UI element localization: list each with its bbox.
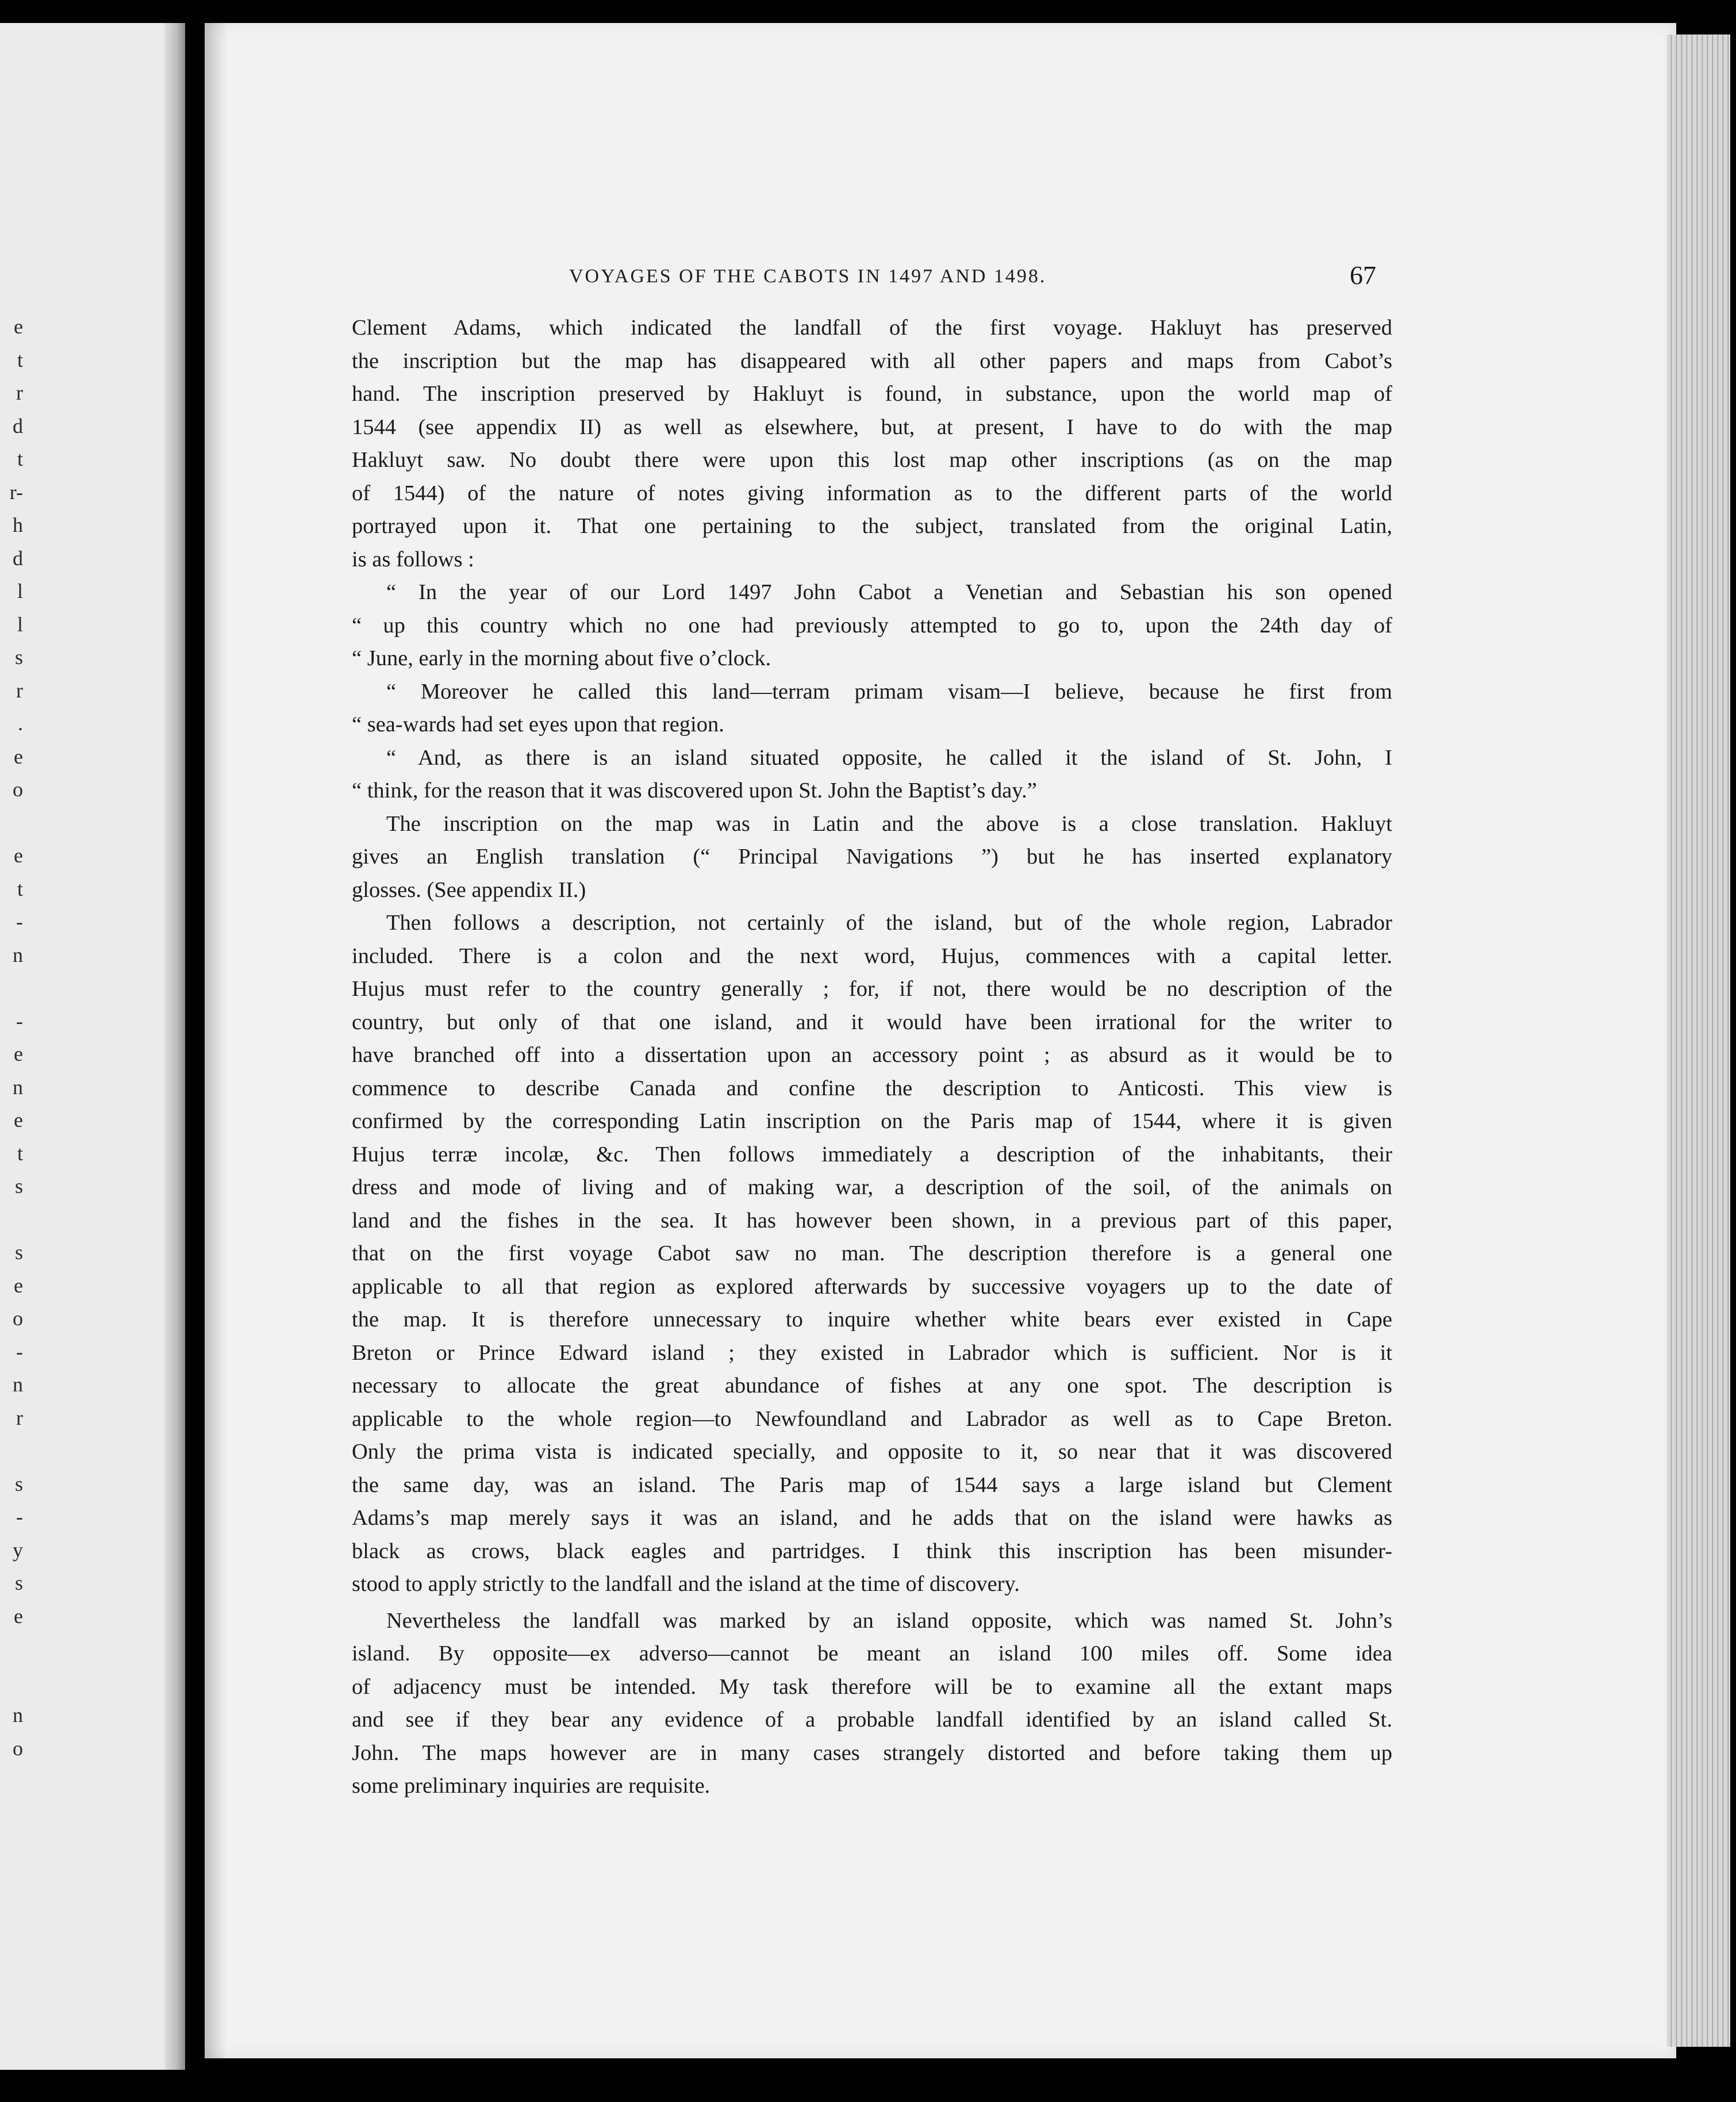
text-line: necessary to allocate the great abundance of fishes at any one spot. The description is bbox=[352, 1374, 1392, 1398]
left-page-fragment: - bbox=[16, 910, 23, 933]
text-line: Hujus must refer to the country generally ; for, if not, there would be no description of the bbox=[352, 977, 1392, 1001]
quote-line: “ think, for the reason that it was discovered upon St. John the Baptist’s day.” bbox=[352, 778, 1037, 803]
left-page-fragment: e bbox=[14, 745, 23, 768]
left-page-fragment: t bbox=[17, 348, 23, 371]
left-page-fragment: - bbox=[16, 1505, 23, 1528]
text-line: the inscription but the map has disappeared with all other papers and maps from Cabot’s bbox=[352, 348, 1392, 373]
text-line: and see if they bear any evidence of a probable landfall identified by an island called St. bbox=[352, 1708, 1392, 1732]
left-page-fragment: r bbox=[16, 1406, 23, 1429]
left-page-fragment: - bbox=[16, 1009, 23, 1033]
text-line: Hujus terræ incolæ, &c. Then follows immediately a description of the inhabitants, their bbox=[352, 1142, 1392, 1167]
left-page-fragment bbox=[0, 1633, 23, 1666]
left-page-fragment: s bbox=[14, 1571, 23, 1594]
gutter-shadow bbox=[205, 23, 228, 2058]
text-line: dress and mode of living and of making war, a description of the soil, of the animals on bbox=[352, 1175, 1392, 1199]
left-facing-page bbox=[0, 23, 178, 2070]
left-page-fragment bbox=[0, 1434, 23, 1468]
text-line: country, but only of that one island, and it would have been irrational for the writer to bbox=[352, 1010, 1392, 1034]
text-line: the same day, was an island. The Paris map of 1544 says a large island but Clement bbox=[352, 1472, 1392, 1497]
text-line: Only the prima vista is indicated specially, and opposite to it, so near that it was discovered bbox=[352, 1440, 1392, 1464]
body-text bbox=[352, 312, 1392, 1803]
left-page-fragment: o bbox=[13, 1307, 23, 1330]
text-line: Nevertheless the landfall was marked by an island opposite, which was named St. John’s bbox=[386, 1608, 1392, 1633]
quote-line: “ sea-wards had set eyes upon that region. bbox=[352, 712, 724, 737]
quote-line: “ up this country which no one had previously attempted to go to, upon the 24th day of bbox=[352, 613, 1392, 638]
running-head: VOYAGES OF THE CABOTS IN 1497 AND 1498. bbox=[569, 266, 1047, 287]
left-page-fragment: e bbox=[14, 1108, 23, 1131]
text-line: Breton or Prince Edward island ; they existed in Labrador which is sufficient. Nor is it bbox=[352, 1340, 1392, 1365]
text-line: gives an English translation (“ Principal Navigations ”) but he has inserted explanatory bbox=[352, 845, 1392, 869]
left-page-fragment: d bbox=[13, 414, 23, 438]
left-page-fragment: t bbox=[17, 1141, 23, 1165]
left-page-fragment: l bbox=[17, 580, 23, 603]
left-page-fragment: - bbox=[16, 1340, 23, 1363]
text-line: is as follows : bbox=[352, 547, 474, 571]
left-page-fragment: s bbox=[14, 1175, 23, 1198]
text-line: Then follows a description, not certainly of the island, but of the whole region, Labrador bbox=[386, 911, 1392, 935]
left-page-fragment: y bbox=[13, 1538, 23, 1562]
text-line: The inscription on the map was in Latin and the above is a close translation. Hakluyt bbox=[386, 811, 1392, 836]
text-line: of adjacency must be intended. My task therefore will be to examine all the extant maps bbox=[352, 1674, 1392, 1699]
left-page-fragment: h bbox=[13, 513, 23, 536]
left-page-fragment: r bbox=[16, 381, 23, 404]
left-page-fragment: o bbox=[13, 778, 23, 801]
text-line: applicable to all that region as explored afterwards by successive voyagers up to the date of bbox=[352, 1274, 1392, 1299]
text-line: have branched off into a dissertation upon an accessory point ; as absurd as it would be to bbox=[352, 1043, 1392, 1067]
left-page-fragment: s bbox=[14, 1472, 23, 1495]
left-page-fragment: s bbox=[14, 646, 23, 669]
left-page-fragment: e bbox=[14, 1274, 23, 1297]
text-line: portrayed upon it. That one pertaining to the subject, translated from the original Latin, bbox=[352, 514, 1392, 538]
text-line: applicable to the whole region—to Newfoundland and Labrador as well as to Cape Breton. bbox=[352, 1406, 1392, 1431]
left-page-cut-text bbox=[0, 310, 23, 1765]
left-page-fragment: s bbox=[14, 1241, 23, 1264]
left-page-fragment: t bbox=[17, 447, 23, 470]
text-line: Clement Adams, which indicated the landfall of the first voyage. Hakluyt has preserved bbox=[352, 316, 1392, 340]
quote-line: “ In the year of our Lord 1497 John Cabot a Venetian and Sebastian his son opened bbox=[386, 580, 1392, 604]
left-page-fragment: n bbox=[13, 1704, 23, 1727]
page-number: 67 bbox=[1350, 260, 1376, 290]
left-page-fragment: n bbox=[13, 1373, 23, 1396]
text-line: the map. It is therefore unnecessary to inquire whether white bears ever existed in Cape bbox=[352, 1307, 1392, 1332]
quote-line: “ Moreover he called this land—terram primam visam—I believe, because he first from bbox=[386, 679, 1392, 704]
left-page-fragment: e bbox=[14, 844, 23, 867]
left-page-fragment: n bbox=[13, 1075, 23, 1099]
quote-line: “ June, early in the morning about five o’clock. bbox=[352, 646, 771, 670]
book-gutter bbox=[164, 23, 185, 2070]
left-page-fragment bbox=[0, 972, 23, 1005]
page-edges bbox=[1667, 34, 1730, 2047]
text-line: stood to apply strictly to the landfall and the island at the time of discovery. bbox=[352, 1572, 1020, 1596]
text-line: of 1544) of the nature of notes giving information as to the different parts of the world bbox=[352, 481, 1392, 505]
text-line: John. The maps however are in many cases strangely distorted and before taking them up bbox=[352, 1740, 1392, 1765]
quote-line: “ And, as there is an island situated opposite, he called it the island of St. John, I bbox=[386, 745, 1392, 770]
text-line: some preliminary inquiries are requisite. bbox=[352, 1774, 710, 1798]
text-line: glosses. (See appendix II.) bbox=[352, 877, 586, 902]
left-page-fragment: e bbox=[14, 315, 23, 338]
text-line: confirmed by the corresponding Latin inscription on the Paris map of 1544, where it is given bbox=[352, 1109, 1392, 1133]
text-line: 1544 (see appendix II) as well as elsewhere, but, at present, I have to do with the map bbox=[352, 415, 1392, 439]
left-page-fragment: d bbox=[13, 546, 23, 570]
text-line: land and the fishes in the sea. It has however been shown, in a previous part of this paper, bbox=[352, 1208, 1392, 1233]
text-line: Adams’s map merely says it was an island, and he adds that on the island were hawks as bbox=[352, 1506, 1392, 1530]
left-page-fragment: r- bbox=[9, 480, 23, 504]
left-page-fragment: e bbox=[14, 1604, 23, 1628]
text-line: that on the first voyage Cabot saw no man. The description therefore is a general one bbox=[352, 1241, 1392, 1265]
text-line: included. There is a colon and the next word, Hujus, commences with a capital letter. bbox=[352, 943, 1392, 968]
left-page-fragment: r bbox=[16, 678, 23, 702]
text-line: island. By opposite—ex adverso—cannot be meant an island 100 miles off. Some idea bbox=[352, 1641, 1392, 1666]
left-page-fragment: . bbox=[18, 712, 23, 735]
left-page-fragment: e bbox=[14, 1042, 23, 1065]
left-page-fragment: t bbox=[17, 877, 23, 900]
left-page-fragment bbox=[0, 807, 23, 840]
text-line: Hakluyt saw. No doubt there were upon this lost map other inscriptions (as on the map bbox=[352, 448, 1392, 472]
left-page-fragment: n bbox=[13, 943, 23, 966]
left-page-fragment: l bbox=[17, 612, 23, 636]
left-page-fragment bbox=[0, 1203, 23, 1237]
text-line: black as crows, black eagles and partridges. I think this inscription has been misunder- bbox=[352, 1539, 1392, 1563]
left-page-fragment bbox=[0, 1666, 23, 1700]
text-line: commence to describe Canada and confine the description to Anticosti. This view is bbox=[352, 1076, 1392, 1100]
text-line: hand. The inscription preserved by Hakluyt is found, in substance, upon the world map of bbox=[352, 382, 1392, 406]
left-page-fragment: o bbox=[13, 1736, 23, 1760]
